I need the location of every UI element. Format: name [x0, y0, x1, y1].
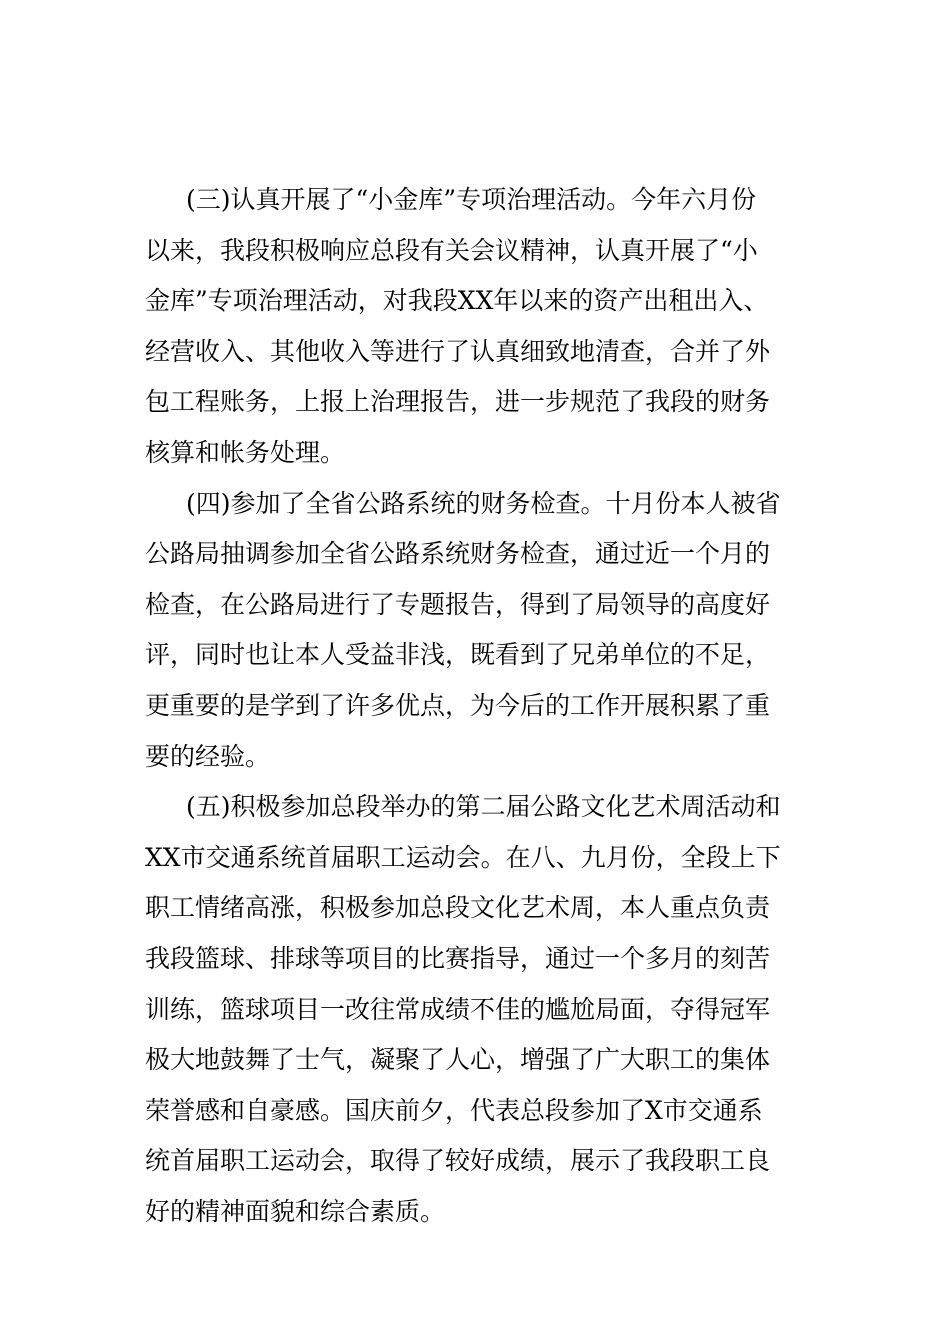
paragraph-section-4: [145, 479, 810, 783]
text-line: 评，同时也让本人受益非浅，既看到了兄弟单位的不足，: [145, 640, 771, 670]
text-line: (三)认真开展了“小金库”专项治理活动。今年六月份: [186, 185, 757, 214]
text-line: 核算和帐务处理。: [145, 437, 346, 467]
paragraph-section-5: [145, 782, 810, 1237]
text-line: 我段篮球、排球等项目的比赛指导，通过一个多月的刻苦: [145, 943, 771, 973]
text-line: 要的经验。: [145, 741, 271, 771]
text-line: 好的精神面貌和综合素质。: [145, 1196, 446, 1226]
text-line: 统首届职工运动会，取得了较好成绩，展示了我段职工良: [145, 1146, 771, 1176]
text-line: 包工程账务，上报上治理报告，进一步规范了我段的财务: [145, 387, 771, 417]
text-line: 以来，我段积极响应总段有关会议精神，认真开展了“小: [145, 235, 758, 265]
text-line: (五)积极参加总段举办的第二届公路文化艺术周活动和: [186, 792, 781, 822]
text-line: 极大地鼓舞了士气，凝聚了人心，增强了广大职工的集体: [145, 1045, 771, 1075]
text-line: 金库”专项治理活动，对我段XX年以来的资产出租出入、: [145, 286, 769, 316]
text-line: 公路局抽调参加全省公路系统财务检查，通过近一个月的: [145, 539, 771, 569]
text-line: 更重要的是学到了许多优点，为今后的工作开展积累了重: [145, 690, 771, 720]
text-line: 职工情绪高涨，积极参加总段文化艺术周，本人重点负责: [145, 893, 771, 923]
paragraph-section-3: [145, 175, 810, 479]
text-line: 经营收入、其他收入等进行了认真细致地清查，合并了外: [145, 336, 771, 366]
text-line: 检查，在公路局进行了专题报告，得到了局领导的高度好: [145, 589, 771, 619]
text-line: 训练，篮球项目一改往常成绩不佳的尴尬局面，夺得冠军: [145, 994, 771, 1024]
text-line: XX市交通系统首届职工运动会。在八、九月份，全段上下: [145, 842, 781, 872]
text-line: (四)参加了全省公路系统的财务检查。十月份本人被省: [186, 488, 781, 518]
text-line: 荣誉感和自豪感。国庆前夕，代表总段参加了X市交通系: [145, 1095, 763, 1125]
document-body: [145, 175, 810, 1237]
